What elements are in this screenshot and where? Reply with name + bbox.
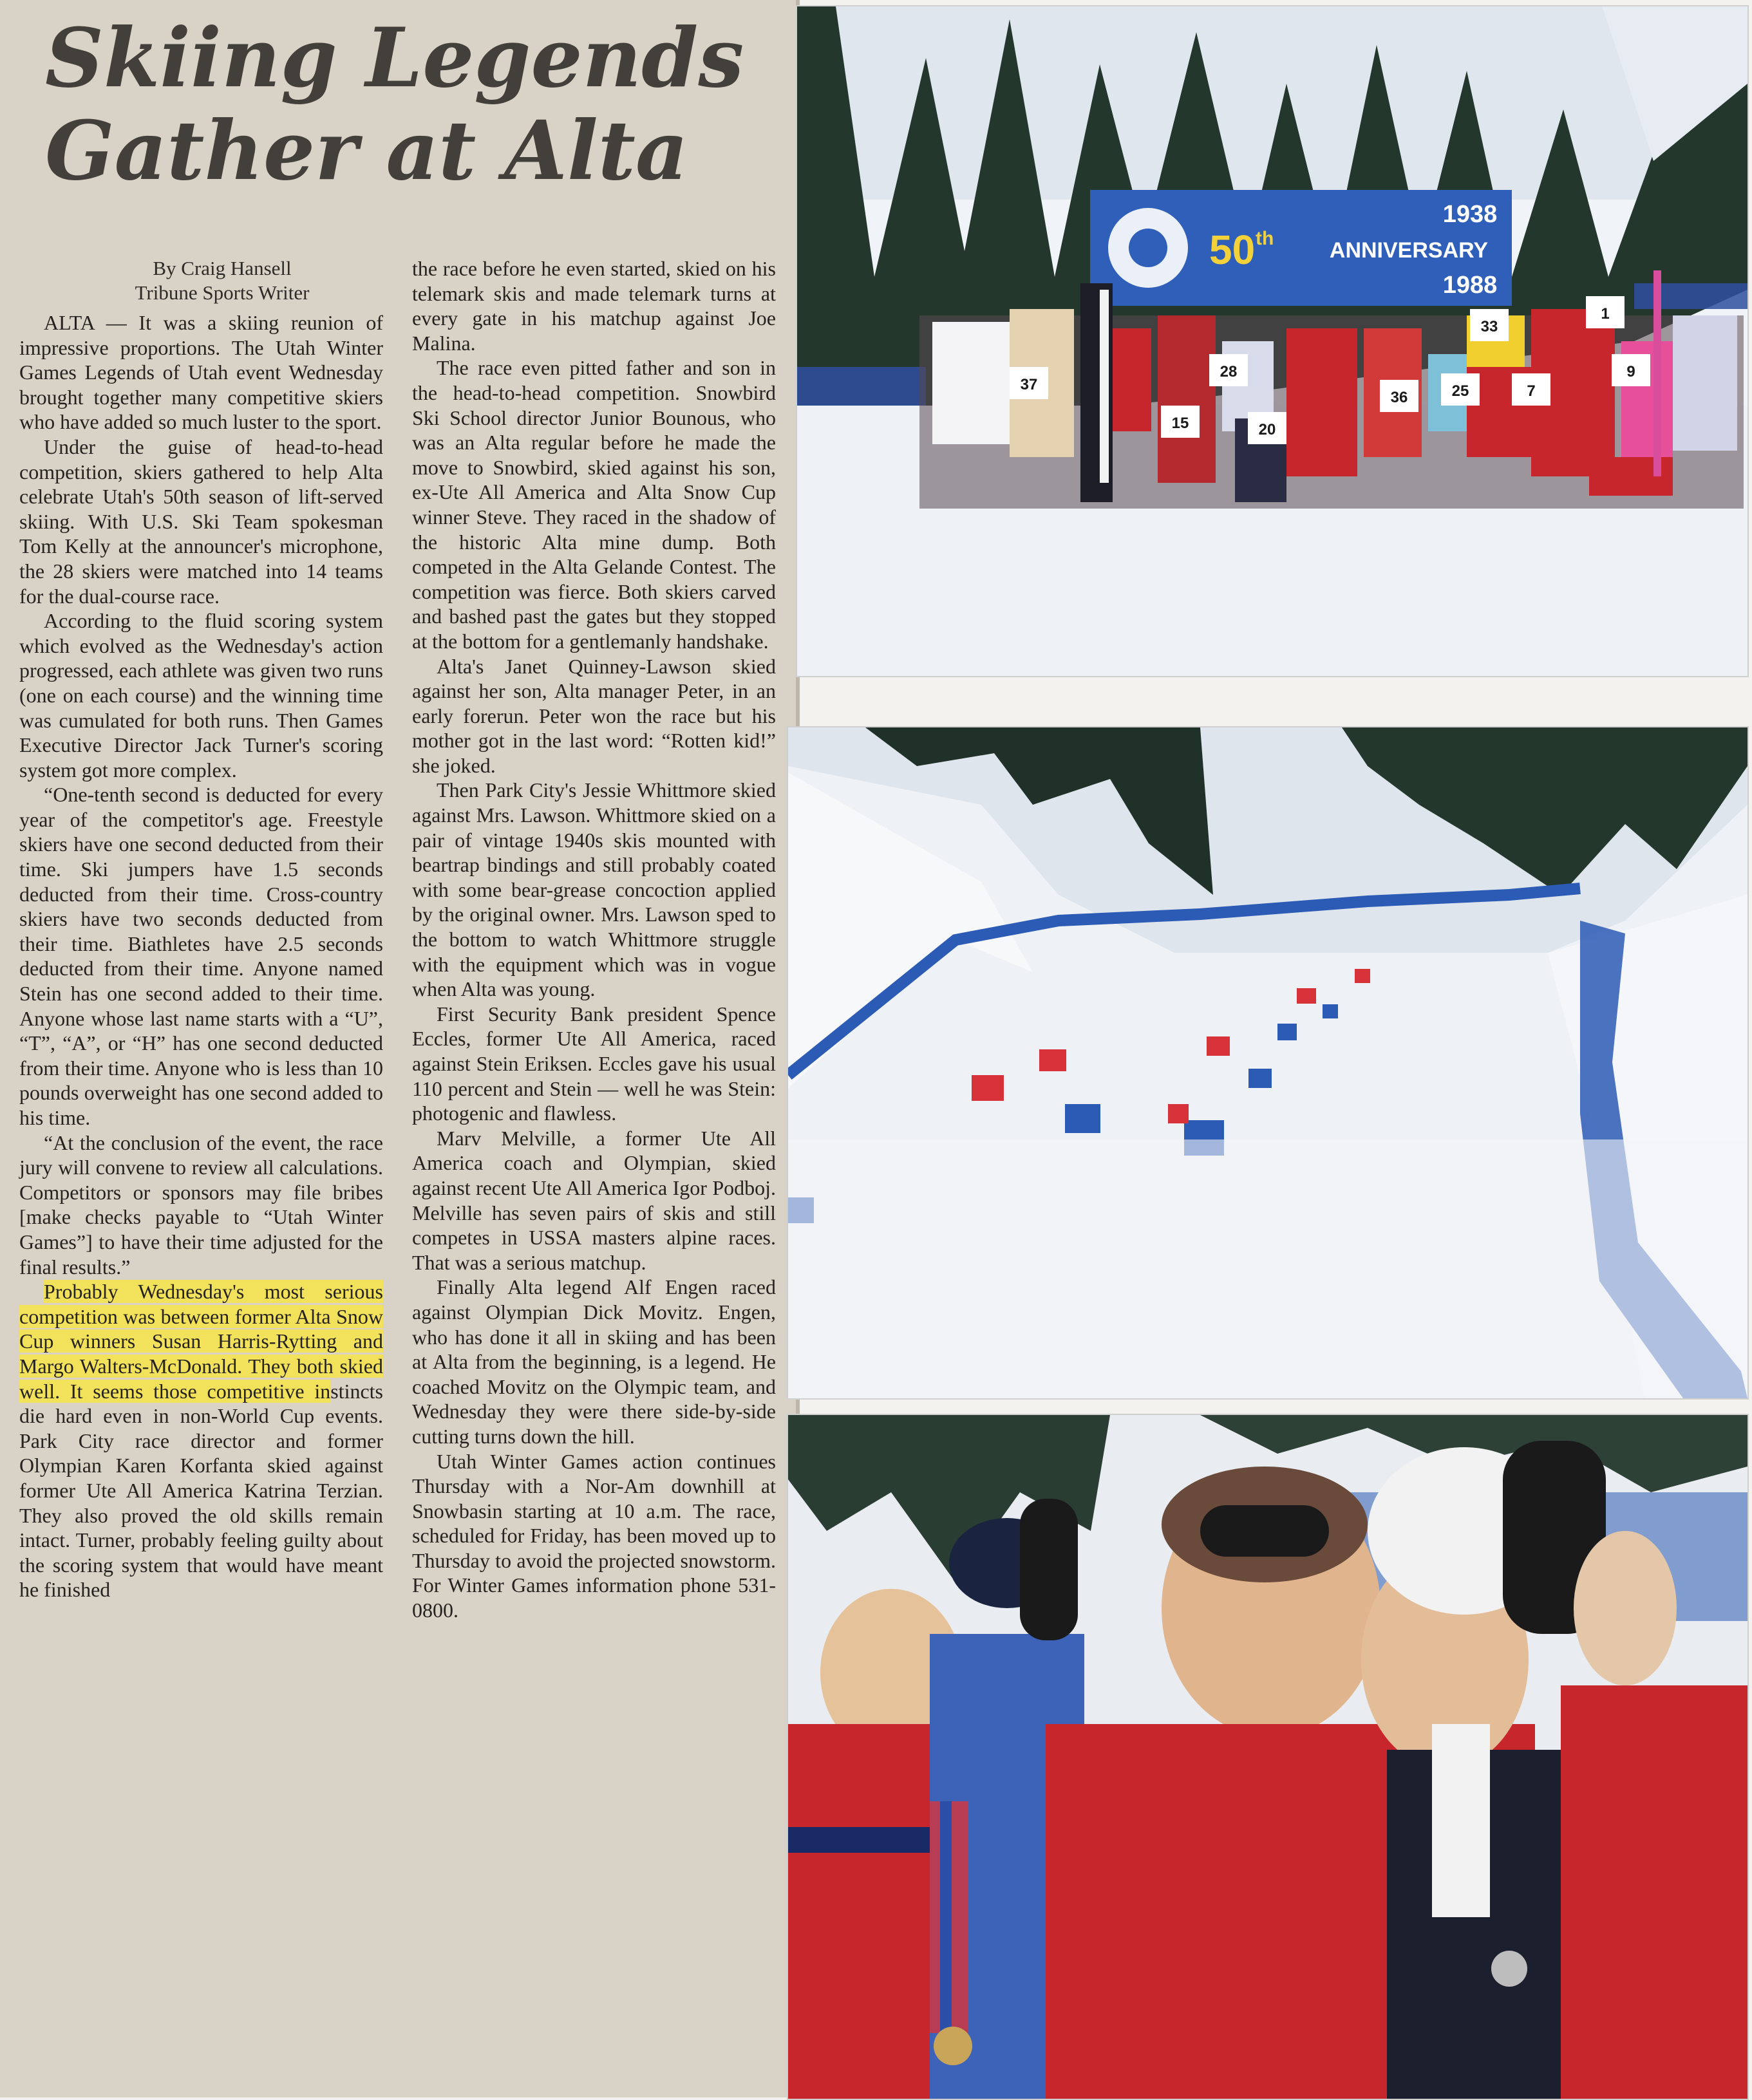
medalists-photo xyxy=(787,1414,1749,2100)
byline xyxy=(71,256,373,305)
highlighted-text: Probably Wednesday's most serious competition was between former Alta Snow Cup winners Susan Harris-Rytting and Margo Walters-McDonald. They both skied well. It seems those competitive in xyxy=(19,1280,383,1403)
bib-number: 25 xyxy=(1451,382,1469,400)
byline-author: By Craig Hansell xyxy=(153,257,292,279)
paragraph-continuation: stincts die hard even in non-World Cup events. Park City race director and former Olympian Karen Korfanta skied against former Ute All America Katrina Terzian. They also proved the old skills remain intact. Turner, probably feeling guilty about the scoring system that would have meant he finished xyxy=(19,1379,383,1602)
paragraph xyxy=(19,1279,383,1602)
article-column-1 xyxy=(19,310,383,1978)
banner-year-top: 1938 xyxy=(1442,201,1498,228)
bib-number: 7 xyxy=(1527,382,1536,400)
paragraph: “At the conclusion of the event, the race jury will convene to review all calculations. Competitors or sponsors may file bribes [make checks payable to “Utah Winter Games”] to have their time adjusted for the final results.” xyxy=(19,1130,383,1279)
paragraph: Finally Alta legend Alf Engen raced against Olympian Dick Movitz. Engen, who has done it all in skiing and has been at Alta from the beginning, is a legend. He coached Movitz on the Olympic team, and Wednesday they were there side-by-side cutting turns down the hill. xyxy=(412,1275,776,1448)
bib-number: 33 xyxy=(1480,318,1498,335)
bib-number: 15 xyxy=(1171,415,1189,432)
paragraph: First Security Bank president Spence Eccles, former Ute All America, raced against Stein Eriksen. Eccles gave his usual 110 percent and Stein — well he was Stein: photogenic and flawless. xyxy=(412,1002,776,1125)
paragraph: “One-tenth second is deducted for every year of the competitor's age. Freestyle skiers have one second deducted from their time. Ski jumpers have 1.5 seconds deducted from their time. Cross-country skiers have two seconds deducted from their time. Biathletes have 2.5 seconds deducted from their time. Anyone named Stein has one second added to their time. Anyone whose last name starts with a “U”, “T”, “A”, or “H” has one second deducted from their time. Anyone who is less than 10 pounds overweight has one second added to his time. xyxy=(19,783,383,1129)
banner-anniversary: ANNIVERSARY xyxy=(1329,238,1489,263)
bib-number: 1 xyxy=(1601,305,1610,323)
paragraph: Alta's Janet Quinney-Lawson skied against her son, Alta manager Peter, in an early forerun. Peter won the race but his mother got in the last word: “Rotten kid!” she joked. xyxy=(412,654,776,777)
slalom-course-photo xyxy=(787,726,1749,1400)
paragraph: Then Park City's Jessie Whittmore skied against Mrs. Lawson. Whittmore skied on a pair of vintage 1940s skis mounted with beartrap bindings and still probably coated with some bear-grease concoction applied by the original owner. Mrs. Lawson sped to the bottom to watch Whittmore struggle with the equipment which was in vogue when Alta was young. xyxy=(412,778,776,1001)
bib-number: 9 xyxy=(1626,363,1635,380)
banner-50: 50 xyxy=(1209,227,1256,273)
paragraph: The race even pitted father and son in the head-to-head competition. Snowbird Ski School director Junior Bounous, who was an Alta regular before he made the move to Snowbird, skied against his son, ex-Ute All America and Alta Snow Cup winner Steve. They raced in the shadow of the historic Alta mine dump. Both competed in the Alta Gelande Contest. The competition was fierce. Both skiers carved and bashed past the gates but they stopped at the bottom for a gentlemanly handshake. xyxy=(412,356,776,653)
newspaper-clipping xyxy=(0,0,800,2097)
paragraph: the race before he even started, skied on his telemark skis and made telemark turns at every gate in his matchup against Joe Malina. xyxy=(412,257,776,355)
bib-number: 37 xyxy=(1020,376,1038,393)
banner-th: th xyxy=(1256,228,1274,249)
headline: Skiing Legends Gather at Alta xyxy=(45,10,744,198)
paragraph: Marv Melville, a former Ute All America coach and Olympian, skied against recent Ute All America Igor Podboj. Melville has seven pairs of skis and still competes in USSA masters alpine races. That was a serious matchup. xyxy=(412,1126,776,1274)
byline-role: Tribune Sports Writer xyxy=(135,281,310,304)
paragraph: Under the guise of head-to-head competition, skiers gathered to help Alta celebrate Utah's 50th season of lift-served skiing. With U.S. Ski Team spokesman Tom Kelly at the announcer's microphone, the 28 skiers were matched into 14 teams for the dual-course race. xyxy=(19,435,383,608)
paragraph: ALTA — It was a skiing reunion of impressive proportions. The Utah Winter Games Legends of Utah event Wednesday brought together many competitive skiers who have added so much luster to the sport. xyxy=(19,311,383,434)
anniversary-banner xyxy=(1090,190,1512,306)
banner-year-bottom: 1988 xyxy=(1442,272,1498,299)
medalists-art xyxy=(788,1415,1747,2099)
group-photo xyxy=(796,5,1749,677)
bib-number: 20 xyxy=(1258,421,1276,438)
paragraph: According to the fluid scoring system which evolved as the Wednesday's action progressed, each athlete was given two runs (one on each course) and the winning time was cumulated for both runs. Then Games Executive Director Jack Turner's scoring system got more complex. xyxy=(19,609,383,782)
bib-number: 36 xyxy=(1390,389,1408,406)
article-column-2 xyxy=(412,256,776,1930)
group-photo-art xyxy=(797,6,1747,676)
paragraph: Utah Winter Games action continues Thursday with a Nor-Am downhill at Snowbasin starting at 10 a.m. The race, scheduled for Friday, has been moved up to Thursday to avoid the projected snowstorm. For Winter Games information phone 531-0800. xyxy=(412,1449,776,1622)
bib-number: 28 xyxy=(1220,363,1238,380)
slalom-course-art xyxy=(788,727,1747,1398)
